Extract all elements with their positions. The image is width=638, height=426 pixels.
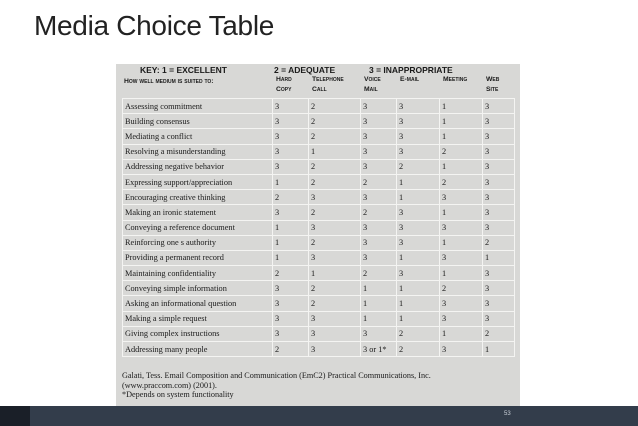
rating-cell: 1 bbox=[397, 311, 440, 326]
rating-cell: 3 bbox=[273, 114, 309, 129]
rating-cell: 2 bbox=[273, 190, 309, 205]
rating-cell: 1 bbox=[440, 129, 483, 144]
rating-cell: 1 bbox=[361, 296, 397, 311]
rating-cell: 1 bbox=[440, 326, 483, 341]
rating-cell: 3 bbox=[309, 342, 361, 357]
header-meeting: Meeting bbox=[443, 76, 468, 83]
rating-cell: 3 bbox=[273, 144, 309, 159]
rating-cell: 1 bbox=[397, 250, 440, 265]
rating-cell: 3 bbox=[309, 190, 361, 205]
row-task: Asking an informational question bbox=[123, 296, 273, 311]
rating-cell: 2 bbox=[309, 205, 361, 220]
rating-cell: 3 bbox=[273, 99, 309, 114]
rating-cell: 3 bbox=[440, 250, 483, 265]
rating-cell: 3 bbox=[483, 159, 515, 174]
rating-cell: 1 bbox=[273, 174, 309, 189]
table-row bbox=[123, 205, 515, 220]
row-task: Assessing commitment bbox=[123, 99, 273, 114]
rating-cell: 1 bbox=[397, 281, 440, 296]
rating-cell: 3 bbox=[273, 129, 309, 144]
rating-cell: 3 or 1* bbox=[361, 342, 397, 357]
row-task: Expressing support/appreciation bbox=[123, 174, 273, 189]
citation-line-2: (www.praccom.com) (2001). bbox=[122, 380, 217, 390]
rating-cell: 1 bbox=[273, 220, 309, 235]
rating-cell: 3 bbox=[397, 99, 440, 114]
footnote: *Depends on system functionality bbox=[122, 390, 234, 400]
rating-cell: 3 bbox=[483, 144, 515, 159]
table-row bbox=[123, 342, 515, 357]
rating-cell: 3 bbox=[440, 296, 483, 311]
rating-cell: 2 bbox=[483, 235, 515, 250]
row-task: Making an ironic statement bbox=[123, 205, 273, 220]
rating-cell: 2 bbox=[309, 129, 361, 144]
rating-cell: 3 bbox=[273, 311, 309, 326]
rating-cell: 3 bbox=[440, 342, 483, 357]
media-choice-grid bbox=[122, 98, 515, 357]
rating-cell: 1 bbox=[361, 281, 397, 296]
rating-cell: 2 bbox=[273, 342, 309, 357]
rating-cell: 3 bbox=[483, 99, 515, 114]
rating-cell: 1 bbox=[397, 190, 440, 205]
rating-cell: 1 bbox=[440, 205, 483, 220]
rating-cell: 3 bbox=[483, 190, 515, 205]
rating-cell: 3 bbox=[397, 220, 440, 235]
rating-cell: 2 bbox=[309, 99, 361, 114]
rating-cell: 3 bbox=[361, 159, 397, 174]
rating-cell: 3 bbox=[361, 114, 397, 129]
key-adequate: 2 = ADEQUATE bbox=[274, 65, 336, 75]
rating-cell: 1 bbox=[273, 235, 309, 250]
rating-cell: 2 bbox=[309, 114, 361, 129]
rating-cell: 2 bbox=[309, 174, 361, 189]
row-task: Reinforcing one s authority bbox=[123, 235, 273, 250]
table-row bbox=[123, 220, 515, 235]
rating-cell: 3 bbox=[273, 326, 309, 341]
header-telephone-call: Telephone Call bbox=[312, 76, 344, 93]
rating-cell: 3 bbox=[483, 220, 515, 235]
citation-line-1: Galati, Tess. Email Composition and Communication (EmC2) Practical Communications, Inc. bbox=[122, 371, 431, 380]
table-row bbox=[123, 114, 515, 129]
rating-cell: 3 bbox=[361, 235, 397, 250]
rating-cell: 3 bbox=[309, 326, 361, 341]
table-row bbox=[123, 99, 515, 114]
rating-cell: 2 bbox=[309, 281, 361, 296]
rating-cell: 3 bbox=[397, 129, 440, 144]
row-task: Conveying a reference document bbox=[123, 220, 273, 235]
rating-cell: 3 bbox=[361, 144, 397, 159]
rating-cell: 3 bbox=[397, 266, 440, 281]
footer-bar bbox=[0, 406, 638, 426]
rating-cell: 1 bbox=[309, 144, 361, 159]
rating-cell: 1 bbox=[483, 342, 515, 357]
rating-cell: 3 bbox=[483, 174, 515, 189]
rating-cell: 3 bbox=[483, 266, 515, 281]
row-task: Addressing negative behavior bbox=[123, 159, 273, 174]
row-task: Encouraging creative thinking bbox=[123, 190, 273, 205]
rating-cell: 2 bbox=[309, 296, 361, 311]
rating-cell: 3 bbox=[440, 220, 483, 235]
rating-cell: 2 bbox=[309, 159, 361, 174]
rating-cell: 3 bbox=[440, 311, 483, 326]
header-task: How well medium is suited to: bbox=[124, 78, 214, 85]
rating-cell: 2 bbox=[397, 326, 440, 341]
slide-title: Media Choice Table bbox=[34, 10, 275, 41]
rating-cell: 1 bbox=[440, 114, 483, 129]
rating-cell: 3 bbox=[309, 220, 361, 235]
rating-cell: 2 bbox=[397, 342, 440, 357]
rating-cell: 3 bbox=[397, 205, 440, 220]
rating-cell: 1 bbox=[397, 174, 440, 189]
header-voice-mail: Voice Mail bbox=[364, 76, 381, 93]
footer-accent bbox=[0, 406, 30, 426]
row-task: Maintaining confidentiality bbox=[123, 266, 273, 281]
header-email: E-mail bbox=[400, 76, 420, 83]
header-web-site: Web Site bbox=[486, 76, 500, 93]
key-excellent: KEY: 1 = EXCELLENT bbox=[140, 65, 227, 75]
rating-cell: 1 bbox=[440, 99, 483, 114]
rating-cell: 1 bbox=[309, 266, 361, 281]
row-task: Mediating a conflict bbox=[123, 129, 273, 144]
rating-cell: 2 bbox=[440, 281, 483, 296]
slide-number: 53 bbox=[504, 411, 511, 417]
row-task: Giving complex instructions bbox=[123, 326, 273, 341]
rating-cell: 1 bbox=[397, 296, 440, 311]
rating-cell: 3 bbox=[273, 296, 309, 311]
rating-cell: 1 bbox=[440, 235, 483, 250]
rating-cell: 2 bbox=[440, 144, 483, 159]
table-row bbox=[123, 250, 515, 265]
rating-cell: 1 bbox=[361, 311, 397, 326]
rating-cell: 3 bbox=[483, 205, 515, 220]
rating-cell: 2 bbox=[483, 326, 515, 341]
rating-cell: 3 bbox=[397, 114, 440, 129]
rating-cell: 3 bbox=[361, 326, 397, 341]
row-task: Providing a permanent record bbox=[123, 250, 273, 265]
rating-cell: 1 bbox=[483, 250, 515, 265]
table-row bbox=[123, 311, 515, 326]
rating-cell: 2 bbox=[361, 266, 397, 281]
rating-cell: 3 bbox=[483, 281, 515, 296]
rating-cell: 3 bbox=[483, 296, 515, 311]
rating-cell: 3 bbox=[440, 190, 483, 205]
table-row bbox=[123, 129, 515, 144]
rating-cell: 3 bbox=[361, 190, 397, 205]
row-task: Building consensus bbox=[123, 114, 273, 129]
rating-cell: 3 bbox=[273, 281, 309, 296]
rating-cell: 2 bbox=[309, 235, 361, 250]
row-task: Conveying simple information bbox=[123, 281, 273, 296]
rating-cell: 2 bbox=[361, 174, 397, 189]
source-citation bbox=[122, 371, 514, 400]
rating-cell: 3 bbox=[361, 220, 397, 235]
rating-cell: 3 bbox=[361, 99, 397, 114]
rating-cell: 2 bbox=[440, 174, 483, 189]
row-task: Making a simple request bbox=[123, 311, 273, 326]
table-row bbox=[123, 159, 515, 174]
rating-cell: 3 bbox=[273, 205, 309, 220]
rating-cell: 1 bbox=[440, 266, 483, 281]
rating-cell: 3 bbox=[397, 235, 440, 250]
key-legend bbox=[116, 64, 520, 74]
rating-cell: 2 bbox=[273, 266, 309, 281]
rating-cell: 3 bbox=[483, 114, 515, 129]
rating-cell: 3 bbox=[483, 311, 515, 326]
row-task: Resolving a misunderstanding bbox=[123, 144, 273, 159]
table-row bbox=[123, 296, 515, 311]
rating-cell: 3 bbox=[361, 129, 397, 144]
media-choice-table-image bbox=[116, 64, 520, 408]
table-row bbox=[123, 190, 515, 205]
rating-cell: 3 bbox=[397, 144, 440, 159]
row-task: Addressing many people bbox=[123, 342, 273, 357]
rating-cell: 1 bbox=[440, 159, 483, 174]
rating-cell: 2 bbox=[397, 159, 440, 174]
rating-cell: 3 bbox=[309, 311, 361, 326]
table-row bbox=[123, 144, 515, 159]
table-row bbox=[123, 235, 515, 250]
rating-cell: 1 bbox=[273, 250, 309, 265]
header-hard-copy: Hard Copy bbox=[276, 76, 292, 93]
rating-cell: 3 bbox=[309, 250, 361, 265]
rating-cell: 3 bbox=[483, 129, 515, 144]
rating-cell: 3 bbox=[273, 159, 309, 174]
key-inappropriate: 3 = INAPPROPRIATE bbox=[369, 65, 453, 75]
table-row bbox=[123, 266, 515, 281]
rating-cell: 3 bbox=[361, 250, 397, 265]
table-row bbox=[123, 174, 515, 189]
rating-cell: 2 bbox=[361, 205, 397, 220]
table-row bbox=[123, 326, 515, 341]
table-row bbox=[123, 281, 515, 296]
